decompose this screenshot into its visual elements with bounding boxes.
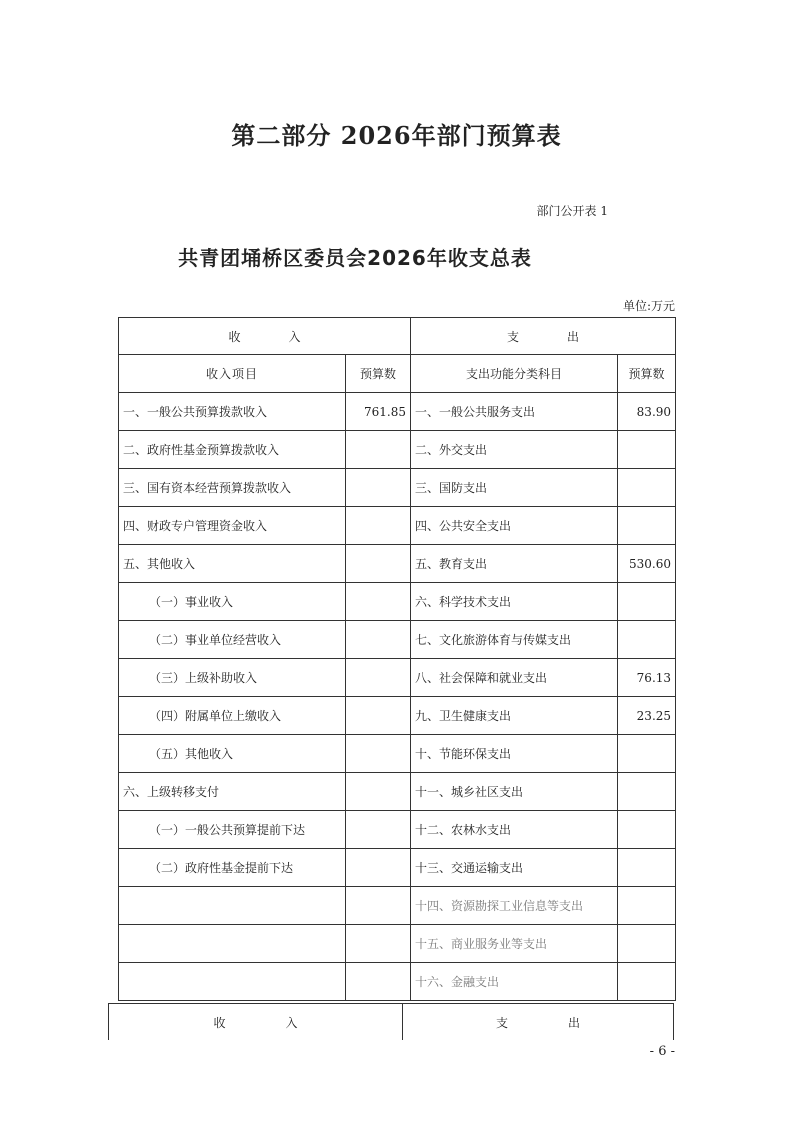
income-item: 六、上级转移支付 [119, 773, 346, 811]
expense-item: 六、科学技术支出 [411, 583, 618, 621]
expense-amount [618, 925, 676, 963]
table-row [119, 621, 676, 659]
table-row [119, 849, 676, 887]
page-title: 共青团埇桥区委员会2026年收支总表 [178, 246, 532, 270]
expense-item: 二、外交支出 [411, 431, 618, 469]
col-income-item: 收入项目 [119, 355, 346, 393]
expense-amount: 76.13 [618, 659, 676, 697]
expense-item: 十三、交通运输支出 [411, 849, 618, 887]
column-header-row [119, 355, 676, 393]
expense-amount [618, 773, 676, 811]
expense-amount: 23.25 [618, 697, 676, 735]
income-item: （二）政府性基金提前下达 [119, 849, 346, 887]
expense-amount: 83.90 [618, 393, 676, 431]
income-amount [346, 697, 411, 735]
table-row [119, 963, 676, 1001]
unit-label: 单位:万元 [622, 299, 675, 313]
table-row [119, 773, 676, 811]
income-item: （一）一般公共预算提前下达 [119, 811, 346, 849]
table-row [119, 507, 676, 545]
income-item: （四）附属单位上缴收入 [119, 697, 346, 735]
income-amount [346, 545, 411, 583]
expense-item: 五、教育支出 [411, 545, 618, 583]
income-section-header: 收 入 [119, 318, 411, 355]
income-item: 一、一般公共预算拨款收入 [119, 393, 346, 431]
expense-amount [618, 621, 676, 659]
expense-item: 十一、城乡社区支出 [411, 773, 618, 811]
income-item: 三、国有资本经营预算拨款收入 [119, 469, 346, 507]
table-row [119, 469, 676, 507]
income-amount [346, 469, 411, 507]
expense-section-header: 支 出 [411, 318, 676, 355]
expense-amount [618, 735, 676, 773]
expense-amount [618, 849, 676, 887]
table-row [119, 811, 676, 849]
col-income-amount: 预算数 [346, 355, 411, 393]
table-row [119, 393, 676, 431]
income-amount [346, 621, 411, 659]
footer-expense-label: 支 出 [495, 1015, 580, 1030]
income-item [119, 963, 346, 1001]
table-row [119, 545, 676, 583]
expense-item: 十四、资源勘探工业信息等支出 [411, 887, 618, 925]
table-row [119, 431, 676, 469]
expense-item: 三、国防支出 [411, 469, 618, 507]
income-amount [346, 811, 411, 849]
table-number: 部门公开表 1 [536, 204, 608, 218]
income-amount [346, 773, 411, 811]
page-number: - 6 - [649, 1044, 675, 1059]
income-amount [346, 583, 411, 621]
col-expense-amount: 预算数 [618, 355, 676, 393]
income-item: 五、其他收入 [119, 545, 346, 583]
section-header-row [119, 318, 676, 355]
expense-item: 一、一般公共服务支出 [411, 393, 618, 431]
income-item: （二）事业单位经营收入 [119, 621, 346, 659]
expense-amount [618, 811, 676, 849]
table-row [119, 735, 676, 773]
expense-item: 十二、农林水支出 [411, 811, 618, 849]
expense-amount [618, 887, 676, 925]
income-item: （三）上级补助收入 [119, 659, 346, 697]
expense-amount [618, 583, 676, 621]
income-item: （一）事业收入 [119, 583, 346, 621]
expense-amount: 530.60 [618, 545, 676, 583]
income-item [119, 925, 346, 963]
part-title: 第二部分 2026年部门预算表 [231, 121, 562, 150]
expense-item: 九、卫生健康支出 [411, 697, 618, 735]
expense-amount [618, 469, 676, 507]
footer-header-row [108, 1003, 674, 1040]
expense-item: 十、节能环保支出 [411, 735, 618, 773]
income-amount: 761.85 [346, 393, 411, 431]
income-item [119, 887, 346, 925]
footer-income-label: 收 入 [109, 1004, 403, 1040]
income-amount [346, 507, 411, 545]
table-row [119, 925, 676, 963]
expense-amount [618, 507, 676, 545]
expense-amount [618, 431, 676, 469]
income-item: （五）其他收入 [119, 735, 346, 773]
income-amount [346, 849, 411, 887]
expense-item: 七、文化旅游体育与传媒支出 [411, 621, 618, 659]
table-row [119, 583, 676, 621]
expense-item: 十六、金融支出 [411, 963, 618, 1001]
table-row [119, 697, 676, 735]
table-row [119, 659, 676, 697]
table-row [119, 887, 676, 925]
income-amount [346, 659, 411, 697]
income-amount [346, 735, 411, 773]
income-amount [346, 925, 411, 963]
income-item: 四、财政专户管理资金收入 [119, 507, 346, 545]
expense-amount [618, 963, 676, 1001]
income-amount [346, 963, 411, 1001]
col-expense-item: 支出功能分类科目 [411, 355, 618, 393]
income-item: 二、政府性基金预算拨款收入 [119, 431, 346, 469]
budget-summary-table [118, 317, 676, 1001]
expense-item: 四、公共安全支出 [411, 507, 618, 545]
expense-item: 八、社会保障和就业支出 [411, 659, 618, 697]
expense-item: 十五、商业服务业等支出 [411, 925, 618, 963]
income-amount [346, 887, 411, 925]
income-amount [346, 431, 411, 469]
